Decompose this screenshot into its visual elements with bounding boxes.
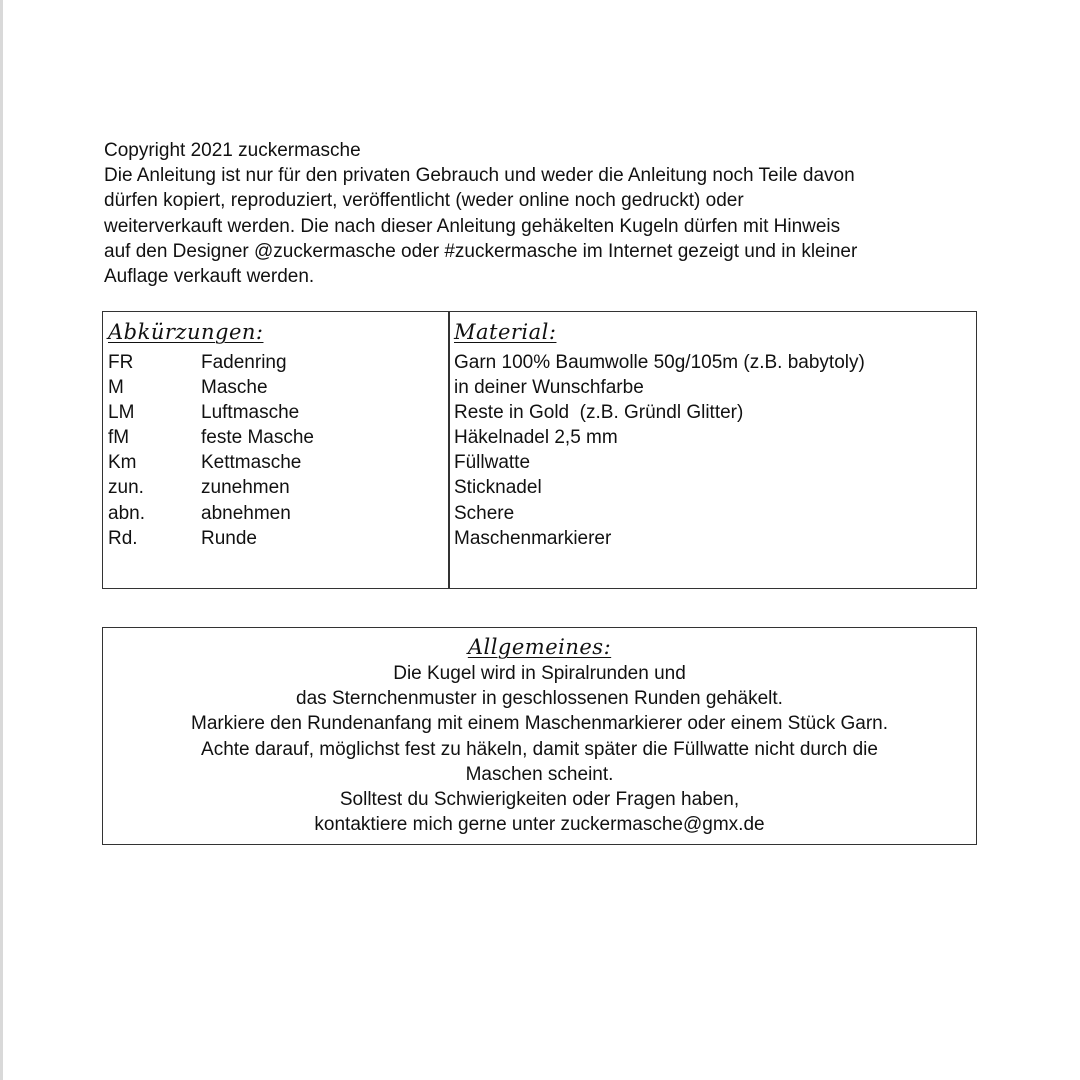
copyright-notice [104,138,984,289]
general-line: Die Kugel wird in Spiralrunden und [393,663,686,684]
abbreviation-key: Km [108,452,137,474]
abbreviation-row [108,350,443,375]
copyright-line: Auflage verkauft werden. [104,266,315,288]
material-item: Schere [454,502,515,524]
abbreviation-meaning: Runde [201,527,257,549]
abbreviation-key: zun. [108,477,144,499]
copyright-line: dürfen kopiert, reproduziert, veröffentlicht (weder online noch gedruckt) oder [104,190,744,212]
abbreviation-row [108,400,443,425]
contact-line: kontaktiere mich gerne unter zuckermasche@gmx.de [314,814,765,836]
abbreviation-key: FR [108,352,134,373]
page-edge [0,0,3,1080]
general-line: das Sternchenmuster in geschlossenen Runden gehäkelt. [296,688,783,710]
abbreviations-heading: Abkürzungen: [108,320,264,344]
material-item: Füllwatte [454,452,531,474]
general-heading: Allgemeines: [467,635,612,659]
abbreviations-column [108,318,443,551]
material-item: Reste in Gold (z.B. Gründl Glitter) [454,402,744,424]
abbreviation-row [108,475,443,500]
column-divider [448,312,450,588]
abbreviation-row [108,375,443,400]
general-line: Solltest du Schwierigkeiten oder Fragen haben, [339,789,740,811]
copyright-line: Die Anleitung ist nur für den privaten Gebrauch und weder die Anleitung noch Teile davon [104,165,855,187]
abbreviation-key: LM [108,402,135,424]
material-column [454,318,969,551]
copyright-line: weiterverkauft werden. Die nach dieser Anleitung gehäkelten Kugeln dürfen mit Hinweis [104,215,841,237]
abbreviation-key: M [108,377,124,399]
general-line: Maschen scheint. [465,763,614,785]
abbreviation-row [108,526,443,551]
material-heading: Material: [454,320,557,344]
abbreviation-row [108,501,443,526]
abbreviation-meaning: zunehmen [201,477,290,499]
abbreviation-key: Rd. [108,527,138,549]
material-item: Häkelnadel 2,5 mm [454,427,618,449]
abbreviation-meaning: Kettmasche [201,452,302,474]
abbreviation-row [108,425,443,450]
abbreviation-key: abn. [108,502,145,524]
material-item: Sticknadel [454,477,542,499]
abbreviation-row [108,450,443,475]
copyright-title: Copyright 2021 zuckermasche [104,140,361,161]
abbreviation-meaning: abnehmen [201,502,291,524]
abbreviation-meaning: Luftmasche [201,402,300,424]
abbreviations-material-table [102,311,977,589]
general-info-box [102,627,977,845]
copyright-line: auf den Designer @zuckermasche oder #zuckermasche im Internet gezeigt und in kleiner [104,240,858,262]
abbreviation-key: fM [108,427,130,449]
material-item: Garn 100% Baumwolle 50g/105m (z.B. babytoly) [454,352,865,373]
material-item: Maschenmarkierer [454,527,612,549]
general-line: Achte darauf, möglichst fest zu häkeln, damit später die Füllwatte nicht durch die [201,738,878,760]
abbreviation-meaning: Masche [201,377,268,399]
material-item: in deiner Wunschfarbe [454,377,644,399]
general-line: Markiere den Rundenanfang mit einem Maschenmarkierer oder einem Stück Garn. [191,713,888,735]
abbreviation-meaning: Fadenring [201,352,287,373]
abbreviation-meaning: feste Masche [201,427,314,449]
